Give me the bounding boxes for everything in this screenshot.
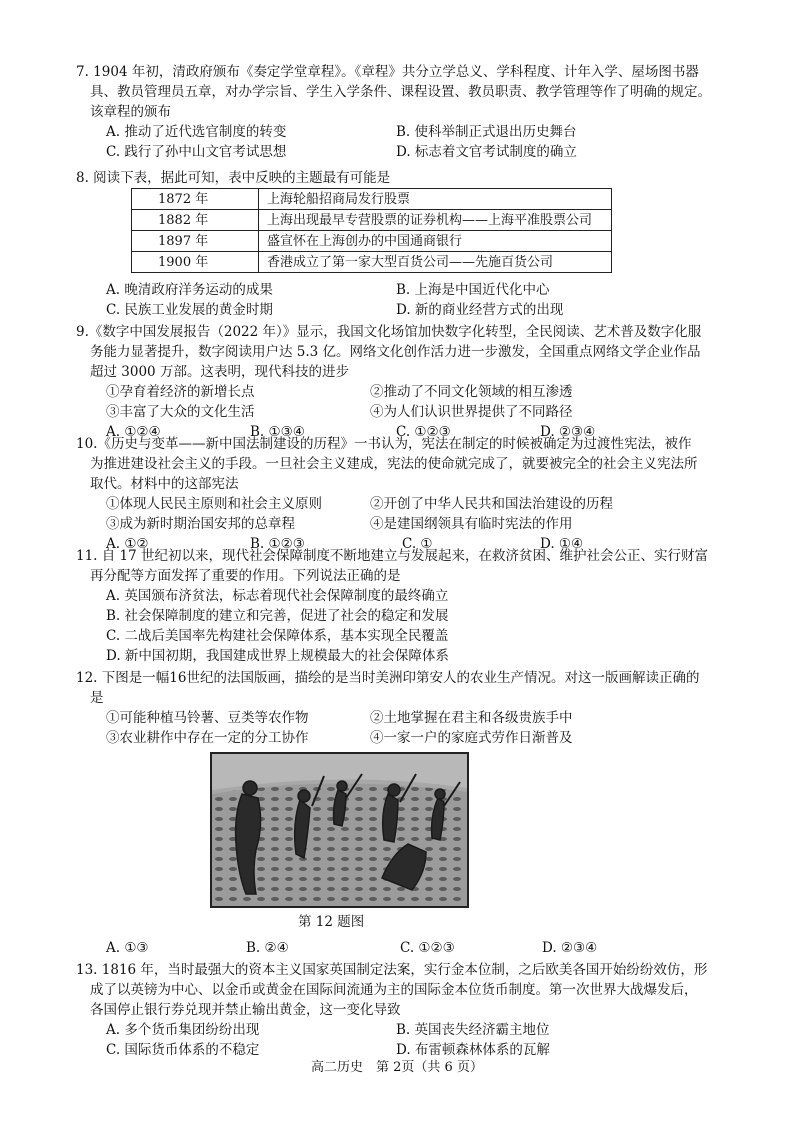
option-c[interactable]: C. ①②③ <box>400 940 455 956</box>
table-event: 香港成立了第一家大型百货公司——先施百货公司 <box>259 252 612 273</box>
option-b[interactable]: B. 使科举制正式退出历史舞台 <box>396 124 577 140</box>
option-d[interactable]: D. ②③④ <box>540 424 596 440</box>
question-12-items-row-1 <box>76 708 736 728</box>
option-d[interactable]: D. ②③④ <box>542 940 598 956</box>
table-year: 1897 年 <box>132 231 259 252</box>
option-a[interactable]: A. 推动了近代选官制度的转变 <box>106 124 287 140</box>
question-13-options-row-1 <box>76 1020 736 1040</box>
question-7-line-1: 7. 1904 年初，清政府颁布《奏定学堂章程》。《章程》共分立学总义、学科程度、计年入学、屋场图书器 <box>76 64 699 80</box>
statement-1: ①可能种植马铃薯、豆类等农作物 <box>106 710 309 726</box>
question-7-line-2: 具、教员管理员五章，对办学宗旨、学生入学条件、课程设置、教员职责、教学管理等作了明确的规定。 <box>90 84 711 100</box>
question-9 <box>76 322 736 442</box>
option-b[interactable]: B. 上海是中国近代化中心 <box>396 282 550 298</box>
statement-3: ③丰富了大众的文化生活 <box>106 404 255 420</box>
question-7-options-row-2 <box>76 142 736 162</box>
statement-3: ③农业耕作中存在一定的分工协作 <box>106 730 309 746</box>
option-d[interactable]: D. 标志着文官考试制度的确立 <box>396 144 577 160</box>
table-event: 上海轮船招商局发行股票 <box>259 189 612 210</box>
option-c[interactable]: C. ①②③ <box>396 424 451 440</box>
question-13 <box>76 960 736 1060</box>
option-a[interactable]: A. ①② <box>106 536 149 552</box>
statement-2: ②开创了中华人民共和国法治建设的历程 <box>370 496 613 512</box>
option-b[interactable]: B. ①②③ <box>250 536 305 552</box>
question-9-items-row-1 <box>76 382 736 402</box>
question-13-line-3: 各国停止银行券兑现并禁止输出黄金，这一变化导致 <box>90 1002 401 1018</box>
engraving-illustration <box>212 754 467 906</box>
question-8-table <box>131 188 612 273</box>
option-a[interactable]: A. ①②④ <box>106 424 161 440</box>
question-11-line-2: 再分配等方面发挥了重要的作用。下列说法正确的是 <box>90 568 401 584</box>
option-d[interactable]: D. 布雷顿森林体系的瓦解 <box>396 1042 550 1058</box>
question-13-line-2: 成了以英镑为中心、以金币或黄金在国际间流通为主的国际金本位货币制度。第一次世界大战爆发后， <box>90 982 698 998</box>
question-12-line-1: 12. 下图是一幅16世纪的法国版画，描绘的是当时美洲印第安人的农业生产情况。对这一版画解读正确的 <box>76 670 700 686</box>
question-9-line-3: 超过 3000 万部。这表明，现代科技的进步 <box>90 364 349 380</box>
question-10-line-1: 10.《历史与变革——新中国法制建设的历程》一书认为，宪法在制定的时候被确定为过渡性宪法，被作 <box>76 436 692 452</box>
question-7-options-row-1 <box>76 122 736 142</box>
option-a[interactable]: A. 多个货币集团纷纷出现 <box>106 1022 260 1038</box>
question-8 <box>76 168 736 188</box>
question-13-line-1: 13. 1816 年，当时最强大的资本主义国家英国制定法案，实行金本位制，之后欧美各国开始纷纷效仿，形 <box>76 962 708 978</box>
question-10-line-2: 为推进建设社会主义的手段。一旦社会主义建成，宪法的使命就完成了，就要被完全的社会主义宪法所 <box>90 456 698 472</box>
question-12-line-2: 是 <box>90 690 104 706</box>
figure-caption: 第 12 题图 <box>298 914 365 930</box>
option-c[interactable]: C. 践行了孙中山文官考试思想 <box>106 144 287 160</box>
question-9-items-row-2 <box>76 402 736 422</box>
table-row <box>132 231 612 252</box>
option-c[interactable]: C. 民族工业发展的黄金时期 <box>106 302 273 318</box>
question-9-line-1: 9.《数字中国发展报告（2022 年）》显示，我国文化场馆加快数字化转型，全民阅读、艺术普及数字化服 <box>76 324 702 340</box>
table-event: 上海出现最早专营股票的证券机构——上海平准股票公司 <box>259 210 612 231</box>
question-12-options <box>76 938 736 958</box>
table-row <box>132 189 612 210</box>
question-10-line-3: 取代。材料中的这部宪法 <box>90 476 239 492</box>
table-year: 1882 年 <box>132 210 259 231</box>
option-d[interactable]: D. 新的商业经营方式的出现 <box>396 302 564 318</box>
question-11 <box>76 546 736 666</box>
table-row <box>132 210 612 231</box>
question-10 <box>76 434 736 554</box>
question-10-items-row-1 <box>76 494 736 514</box>
statement-1: ①体现人民民主原则和社会主义原则 <box>106 496 322 512</box>
engraving-image <box>210 752 469 908</box>
question-12 <box>76 668 736 748</box>
question-10-items-row-2 <box>76 514 736 534</box>
question-7-line-3: 该章程的颁布 <box>90 104 171 120</box>
question-12-items-row-2 <box>76 728 736 748</box>
option-b[interactable]: B. 英国丧失经济霸主地位 <box>396 1022 550 1038</box>
option-c[interactable]: C. 国际货币体系的不稳定 <box>106 1042 260 1058</box>
option-a[interactable]: A. ①③ <box>106 940 149 956</box>
page-footer: 高二历史 第 2页（共 6 页） <box>311 1060 483 1075</box>
statement-3: ③成为新时期治国安邦的总章程 <box>106 516 295 532</box>
option-b[interactable]: B. ①③④ <box>250 424 305 440</box>
question-8-options-row-1 <box>76 280 736 300</box>
question-8-options <box>76 280 736 320</box>
table-year: 1872 年 <box>132 189 259 210</box>
question-8-options-row-2 <box>76 300 736 320</box>
question-12-options-row <box>76 938 736 958</box>
option-c[interactable]: C. ① <box>402 536 433 552</box>
question-7 <box>76 62 736 162</box>
option-d[interactable]: D. 新中国初期，我国建成世界上规模最大的社会保障体系 <box>106 648 449 664</box>
question-8-line-1: 8. 阅读下表，据此可知，表中反映的主题最有可能是 <box>76 170 391 186</box>
question-11-line-1: 11. 自 17 世纪初以来，现代社会保障制度不断地建立与发展起来，在救济贫困、维护社会公正、实行财富 <box>76 548 709 564</box>
statement-4: ④一家一户的家庭式劳作日渐普及 <box>370 730 573 746</box>
table-year: 1900 年 <box>132 252 259 273</box>
option-c[interactable]: C. 二战后美国率先构建社会保障体系，基本实现全民覆盖 <box>106 628 449 644</box>
option-d[interactable]: D. ①④ <box>540 536 584 552</box>
table-event: 盛宣怀在上海创办的中国通商银行 <box>259 231 612 252</box>
option-b[interactable]: B. 社会保障制度的建立和完善，促进了社会的稳定和发展 <box>106 608 449 624</box>
statement-1: ①孕育着经济的新增长点 <box>106 384 255 400</box>
statement-4: ④为人们认识世界提供了不同路径 <box>370 404 573 420</box>
table-row <box>132 252 612 273</box>
question-13-options-row-2 <box>76 1040 736 1060</box>
option-a[interactable]: A. 英国颁布济贫法，标志着现代社会保障制度的最终确立 <box>106 588 449 604</box>
statement-2: ②土地掌握在君主和各级贵族手中 <box>370 710 573 726</box>
option-b[interactable]: B. ②④ <box>246 940 289 956</box>
question-9-line-2: 务能力显著提升，数字阅读用户达 5.3 亿。网络文化创作活力进一步激发，全国重点网络文学企业作品 <box>90 344 701 360</box>
option-a[interactable]: A. 晚清政府洋务运动的成果 <box>106 282 273 298</box>
statement-2: ②推动了不同文化领域的相互渗透 <box>370 384 573 400</box>
statement-4: ④是建国纲领具有临时宪法的作用 <box>370 516 573 532</box>
